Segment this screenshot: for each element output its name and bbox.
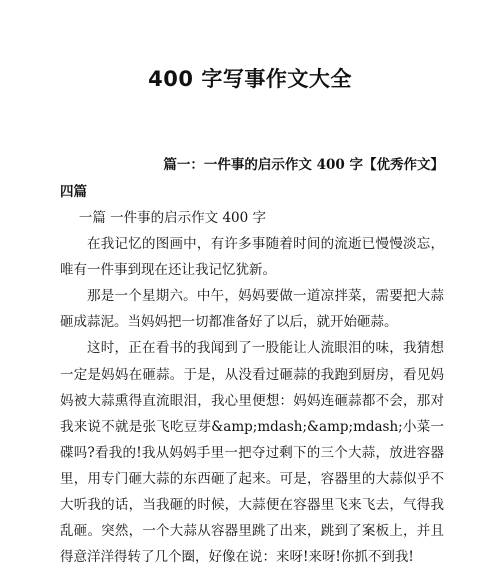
- document-title: 400 字写事作文大全: [148, 67, 352, 91]
- sub-heading: 一篇 一件事的启示作文 400 字: [78, 210, 267, 226]
- section-heading-line-1: 篇一：一件事的启示作文 400 字【优秀作文】: [163, 157, 444, 173]
- paragraph-2: 那是一个星期六。中午，妈妈要做一道凉拌菜，需要把大蒜砸成蒜泥。当妈妈把一切都准备好了以后，就开始砸蒜。: [60, 288, 444, 331]
- section-heading-line-2: 四篇: [60, 184, 87, 200]
- paragraph-3: 这时，正在看书的我闻到了一股能让人流眼泪的味，我猜想一定是妈妈在砸蒜。于是，从没看过砸蒜的我跑到厨房，看见妈妈被大蒜熏得直流眼泪，我心里便想：妈妈连砸蒜都不会，那对我来说不就是张飞吃豆芽&amp;mdash;&amp;mdash;小菜一碟吗?看我的!我从妈妈手里一把夺过剩下的三个大蒜，放进容器里，用专门砸大蒜的东西砸了起来。可是，容器里的大蒜似乎不大听我的话，当我砸的时候，大蒜便在容器里飞来飞去，气得我乱砸。突然，一个大蒜从容器里跳了出来，跳到了案板上，并且得意洋洋得转了几个圈，好像在说：来呀!来呀!你抓不到我!: [60, 340, 444, 566]
- paragraph-1: 在我记忆的图画中，有许多事随着时间的流逝已慢慢淡忘，唯有一件事到现在还让我记忆犹新。: [60, 236, 444, 279]
- section-heading: [60, 152, 444, 205]
- document-body: [60, 205, 444, 570]
